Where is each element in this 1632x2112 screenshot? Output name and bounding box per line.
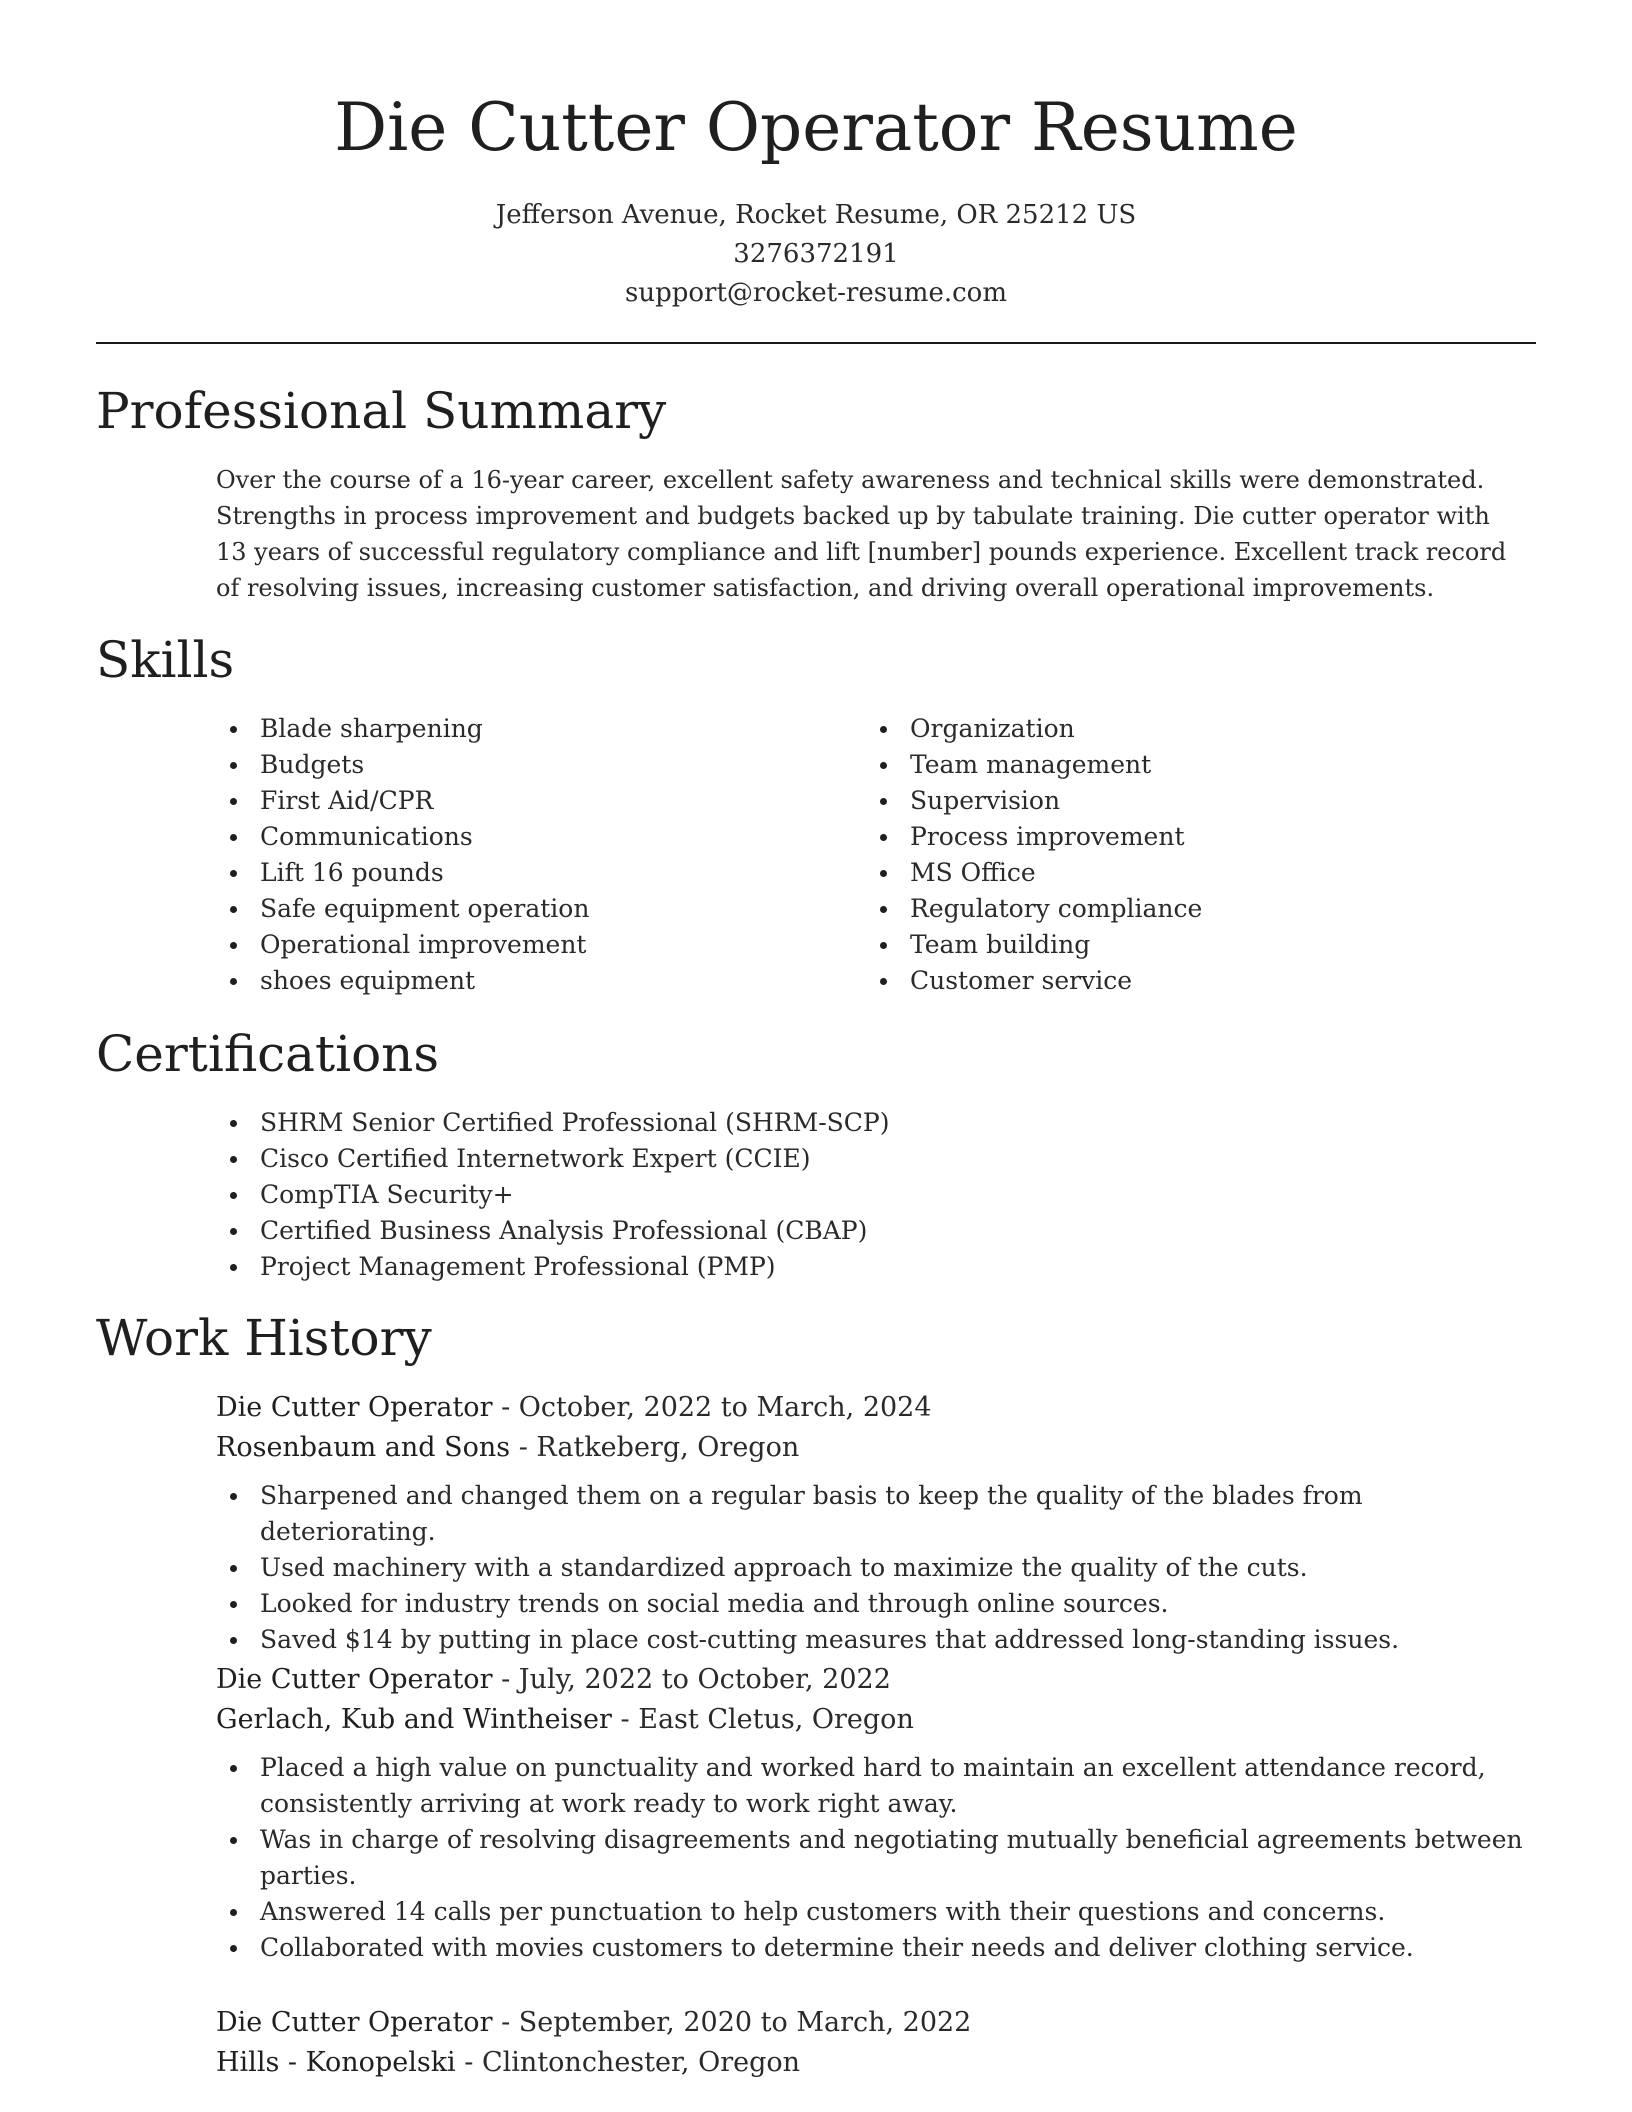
job-title-line: Die Cutter Operator - October, 2022 to March, 2024 (216, 1392, 932, 1423)
list-item: CompTIA Security+ (216, 1177, 1516, 1213)
list-item: Cisco Certified Internetwork Expert (CCIE) (216, 1141, 1516, 1177)
job-company-line: Hills - Konopelski - Clintonchester, Oregon (216, 2047, 801, 2078)
skills-column-right (866, 711, 1466, 999)
job-bullets (216, 1750, 1546, 1966)
list-item: Operational improvement (216, 927, 816, 963)
contact-phone: 3276372191 (733, 239, 899, 269)
job-title-line: Die Cutter Operator - July, 2022 to October, 2022 (216, 1664, 891, 1695)
list-item: First Aid/CPR (216, 783, 816, 819)
list-item: Communications (216, 819, 816, 855)
section-heading-skills: Skills (96, 631, 235, 689)
list-item: Sharpened and changed them on a regular basis to keep the quality of the blades from deteriorating. (216, 1478, 1546, 1550)
list-item: Placed a high value on punctuality and worked hard to maintain an excellent attendance record, consistently arriving at work ready to work right away. (216, 1750, 1546, 1822)
list-item: Organization (866, 711, 1466, 747)
section-heading-work-history: Work History (96, 1309, 432, 1367)
section-heading-summary: Professional Summary (96, 382, 667, 440)
job-title: Die Cutter Operator (216, 1392, 493, 1423)
header-divider (96, 342, 1536, 344)
list-item: Answered 14 calls per punctuation to help customers with their questions and concerns. (216, 1894, 1546, 1930)
list-item: Project Management Professional (PMP) (216, 1249, 1516, 1285)
list-item: Customer service (866, 963, 1466, 999)
job-dates: October, 2022 to March, 2024 (518, 1392, 932, 1423)
list-item: Certified Business Analysis Professional (CBAP) (216, 1213, 1516, 1249)
list-item: Used machinery with a standardized approach to maximize the quality of the cuts. (216, 1550, 1546, 1586)
list-item: Team management (866, 747, 1466, 783)
summary-text: Over the course of a 16-year career, excellent safety awareness and technical skills were demonstrated. Strengths in process improvement and budgets backed up by tabulate training. Die cutter operator with 13 years of successful regulatory compliance and lift [number] pounds experience. Excellent track record of resolving issues, increasing customer satisfaction, and driving overall operational improvements. (216, 466, 1507, 602)
certifications-block (216, 1105, 1516, 1285)
job-dates: July, 2022 to October, 2022 (518, 1664, 891, 1695)
list-item: Team building (866, 927, 1466, 963)
job-entry (216, 1660, 1546, 1966)
contact-block (0, 196, 1632, 313)
list-item: Supervision (866, 783, 1466, 819)
list-item: Looked for industry trends on social media and through online sources. (216, 1586, 1546, 1622)
job-entry (216, 1388, 1546, 1658)
job-company-line: Gerlach, Kub and Wintheiser - East Cletus, Oregon (216, 1704, 914, 1735)
certifications-list (216, 1105, 1516, 1285)
job-title-line: Die Cutter Operator - September, 2020 to March, 2022 (216, 2007, 972, 2038)
job-company: Hills - Konopelski (216, 2047, 456, 2078)
list-item: Lift 16 pounds (216, 855, 816, 891)
contact-email: support@rocket-resume.com (624, 278, 1007, 308)
list-item: Safe equipment operation (216, 891, 816, 927)
list-item: shoes equipment (216, 963, 816, 999)
job-location: Clintonchester, Oregon (482, 2047, 801, 2078)
skills-column-left (216, 711, 816, 999)
list-item: Regulatory compliance (866, 891, 1466, 927)
job-dates: September, 2020 to March, 2022 (518, 2007, 972, 2038)
contact-address: Jefferson Avenue, Rocket Resume, OR 25212 US (495, 200, 1137, 230)
job-location: East Cletus, Oregon (638, 1704, 914, 1735)
resume-header (0, 0, 1632, 313)
job-company: Gerlach, Kub and Wintheiser (216, 1704, 612, 1735)
job-location: Ratkeberg, Oregon (536, 1432, 800, 1463)
job-bullets (216, 1478, 1546, 1658)
job-entry (216, 2003, 1546, 2083)
list-item: Blade sharpening (216, 711, 816, 747)
job-title: Die Cutter Operator (216, 1664, 493, 1695)
job-company: Rosenbaum and Sons (216, 1432, 511, 1463)
skills-list-left (216, 711, 816, 999)
list-item: SHRM Senior Certified Professional (SHRM-SCP) (216, 1105, 1516, 1141)
list-item: Saved $14 by putting in place cost-cutting measures that addressed long-standing issues. (216, 1622, 1546, 1658)
list-item: Collaborated with movies customers to determine their needs and deliver clothing service. (216, 1930, 1546, 1966)
job-title: Die Cutter Operator (216, 2007, 493, 2038)
job-company-line: Rosenbaum and Sons - Ratkeberg, Oregon (216, 1432, 800, 1463)
list-item: MS Office (866, 855, 1466, 891)
list-item: Budgets (216, 747, 816, 783)
skills-list-right (866, 711, 1466, 999)
list-item: Process improvement (866, 819, 1466, 855)
resume-title: Die Cutter Operator Resume (334, 89, 1298, 166)
section-heading-certifications: Certifications (96, 1025, 440, 1083)
list-item: Was in charge of resolving disagreements and negotiating mutually beneficial agreements between parties. (216, 1822, 1546, 1894)
